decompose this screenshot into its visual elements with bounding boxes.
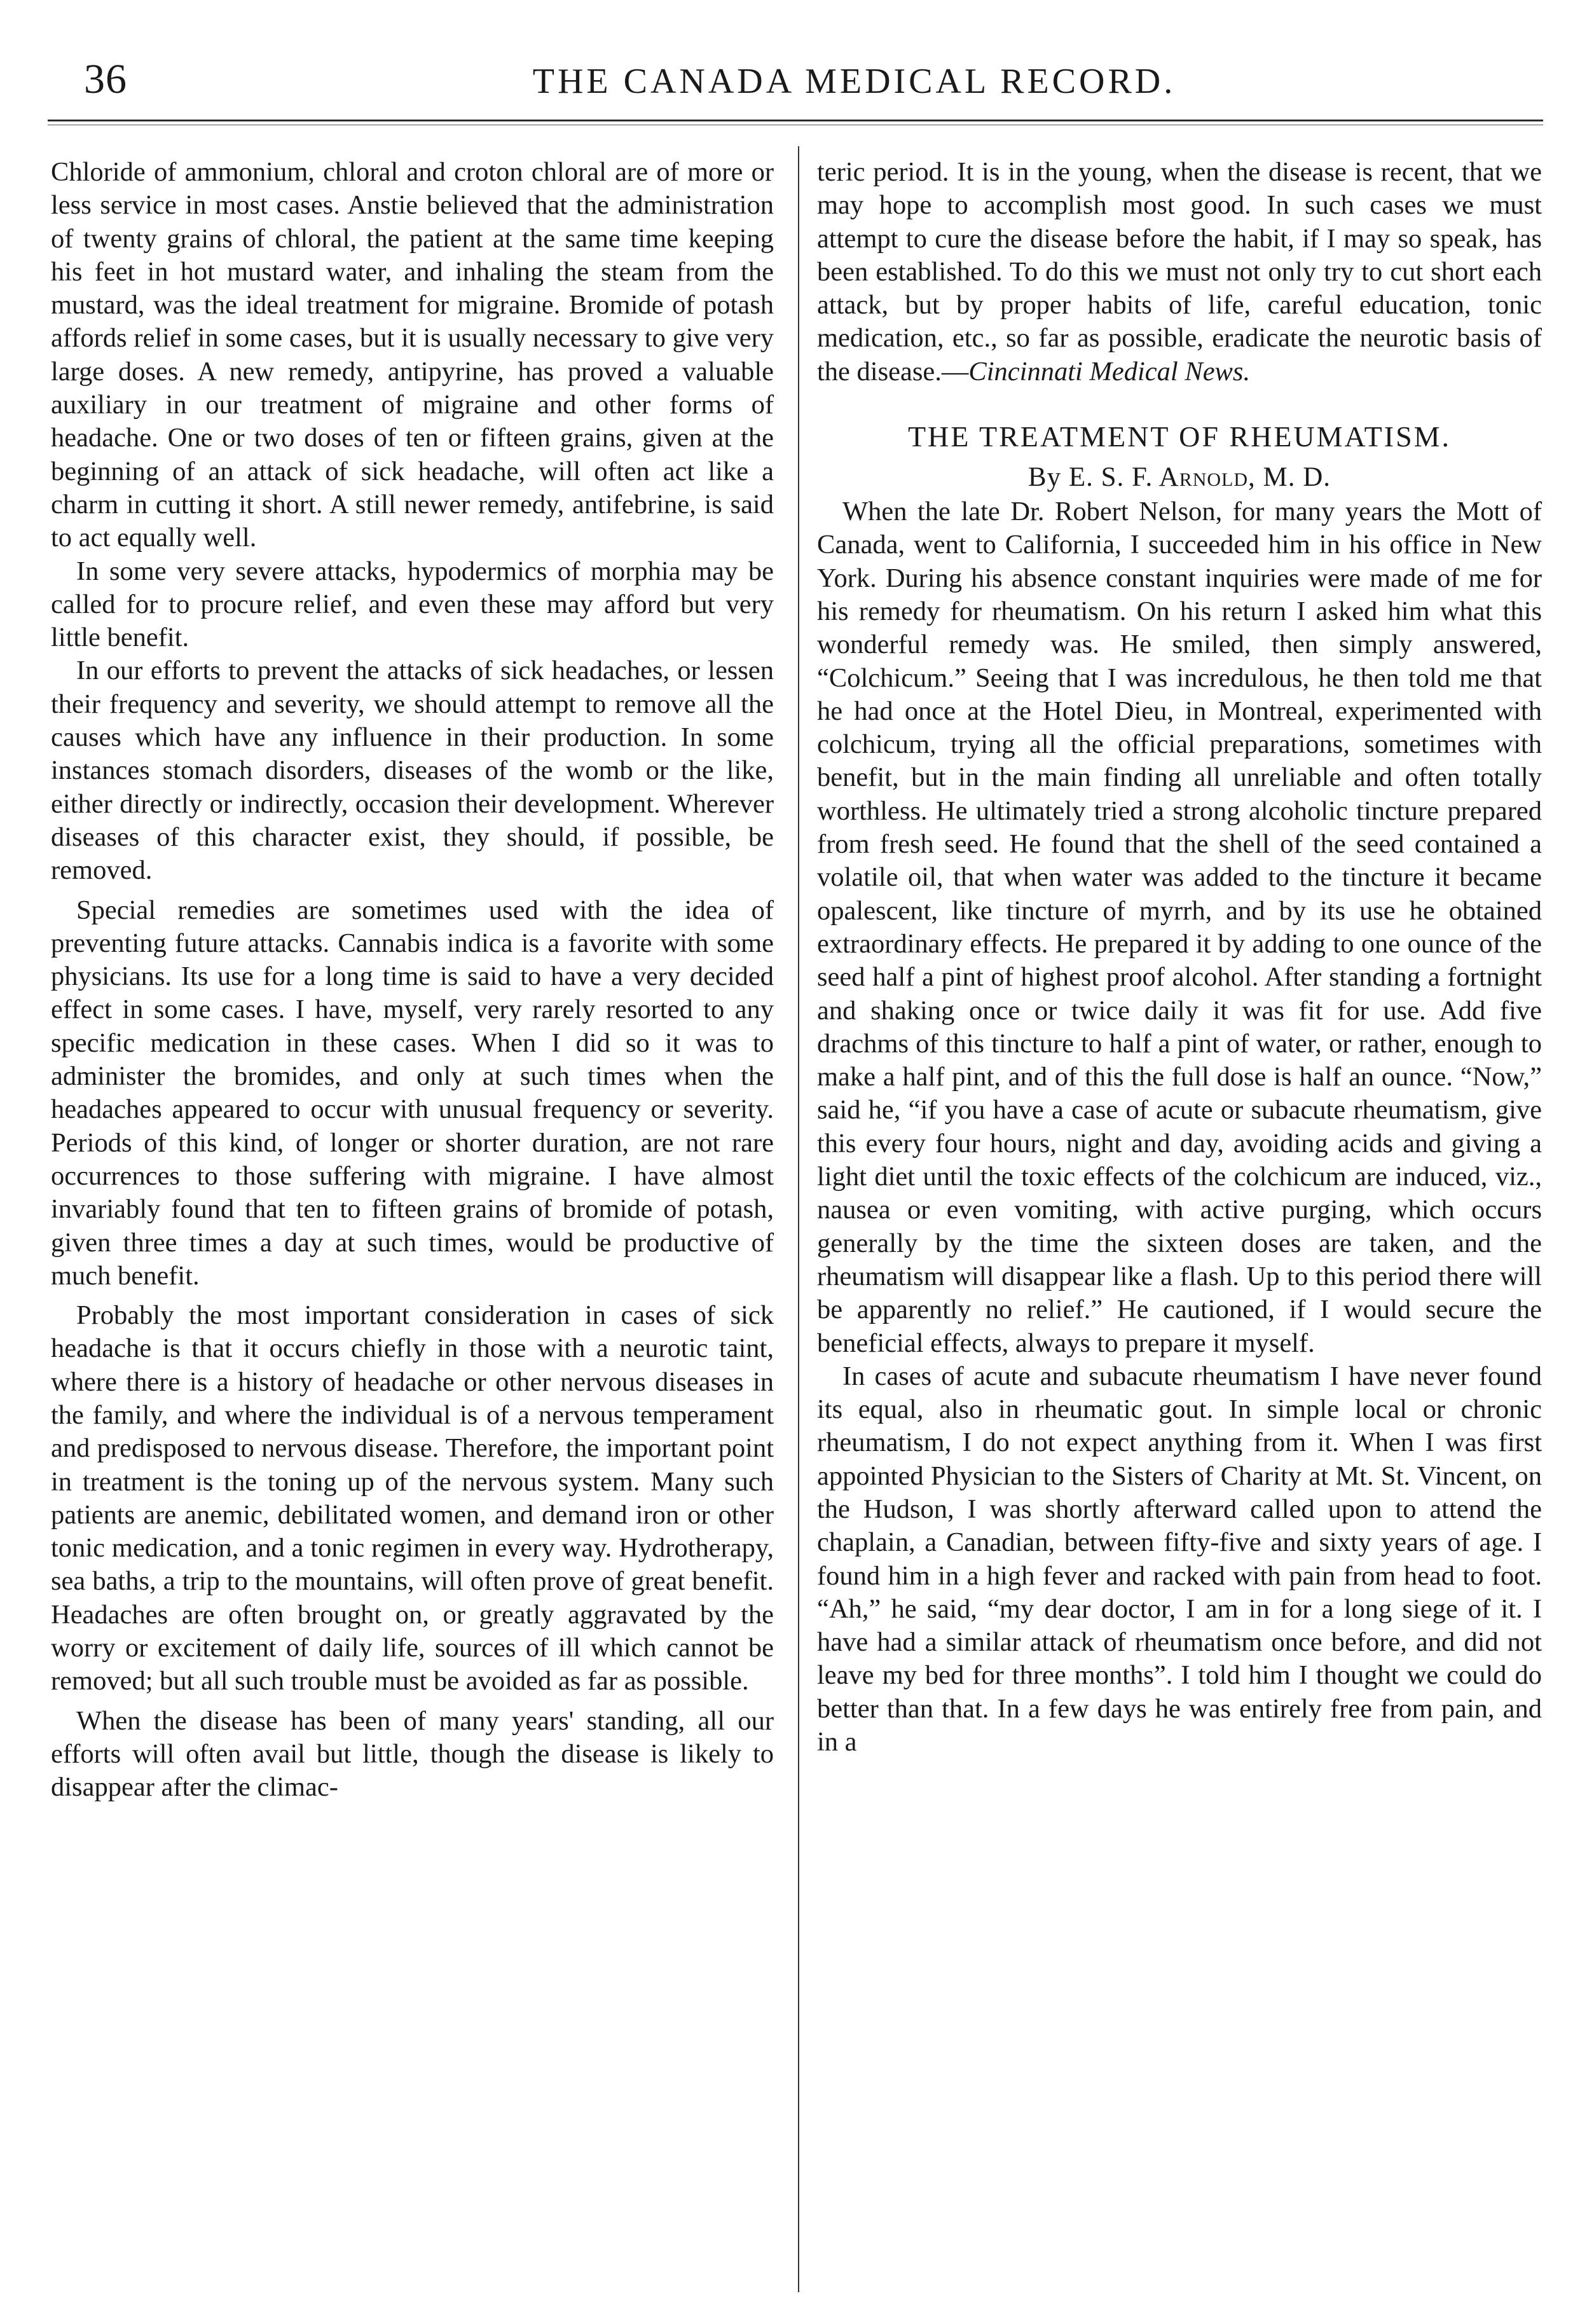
left-paragraph: Chloride of ammonium, chloral and croton chloral are of more or less service in most cases. Anstie believed that the administration of twenty grains of chloral, the patient at the same time keeping his feet in hot mustard water, and inhaling the steam from the mustard, was the ideal treatment for migraine. Bromide of potash affords relief in some cases, but it is usually necessary to give very large doses. A new remedy, antipyrine, has proved a valuable auxiliary in our treatment of migraine and other forms of headache. One or two doses of ten or fifteen grains, given at the beginning of an attack of sick headache, will often act like a charm in cutting it short. A still newer remedy, antifebrine, is said to act equally well.: [51, 157, 774, 553]
left-paragraph: In some very severe attacks, hypodermics of morphia may be called for to procure relief, and even these may afford but very little benefit.: [51, 556, 774, 653]
left-paragraph: In our efforts to prevent the attacks of sick headaches, or lessen their frequency and severity, we should attempt to remove all the causes which have any influence in their production. In some instances stomach disorders, diseases of the womb or the like, either directly or indirectly, occasion their development. Wherever diseases of this character exist, they should, if possible, be removed.: [51, 656, 774, 886]
running-head: THE CANADA MEDICAL RECORD.: [532, 62, 1176, 101]
continuation-paragraph: teric period. It is in the young, when the disease is recent, that we may hope to accomplish most good. In such cases we must attempt to cure the disease before the habit, if I may so speak, has been established. To do this we must not only try to cut short each attack, but by proper habits of life, careful education, tonic medication, etc., so far as possible, eradicate the neurotic basis of the disease.—Cincinnati Medical News.: [817, 157, 1542, 387]
left-paragraph: Special remedies are sometimes used with the idea of preventing future attacks. Cannabis indica is a favorite with some physicians. Its use for a long time is said to have a very decided effect in some cases. I have, myself, very rarely resorted to any specific medication in these cases. When I did so it was to administer the bromides, and only at such times when the headaches appeared to occur with unusual frequency or severity. Periods of this kind, of longer or shorter duration, are not rare occurrences to those suffering with migraine. I have almost invariably found that ten to fifteen grains of bromide of potash, given three times a day at such times, would be productive of much benefit.: [51, 895, 774, 1291]
source-citation: Cincinnati Medical News.: [968, 356, 1251, 387]
right-paragraph: In cases of acute and subacute rheumatism I have never found its equal, also in rheumatic gout. In simple local or chronic rheumatism, I do not expect anything from it. When I was first appointed Physician to the Sisters of Charity at Mt. St. Vincent, on the Hudson, I was shortly afterward called upon to attend the chaplain, a Canadian, between fifty-five and sixty years of age. I found him in a high fever and racked with pain from head to foot. “Ah,” he said, “my dear doctor, I am in for a long siege of it. I have had a similar attack of rheumatism once before, and did not leave my bed for three months”. I told him I thought we could do better than that. In a few days he was entirely free from pain, and in a: [817, 1361, 1542, 1757]
article-title: THE TREATMENT OF RHEUMATISM.: [907, 420, 1452, 453]
page-number: 36: [84, 56, 127, 102]
byline-author: E. S. F. Arnold, M. D.: [1068, 462, 1331, 493]
left-paragraph: Probably the most important consideration in cases of sick headache is that it occurs chiefly in those with a neurotic taint, where there is a history of headache or other nervous diseases in the family, and where the individual is of a nervous temperament and predisposed to nervous disease. Therefore, the important point in treatment is the toning up of the nervous system. Many such patients are anemic, debilitated women, and demand iron or other tonic medication, and a tonic regimen in every way. Hydrotherapy, sea baths, a trip to the mountains, will often prove of great benefit. Headaches are often brought on, or greatly aggravated by the worry or excitement of daily life, sources of ill which cannot be removed; but all such trouble must be avoided as far as possible.: [51, 1300, 774, 1696]
right-column: [817, 156, 1542, 1759]
left-column: [51, 156, 774, 1805]
byline-prefix: By: [1027, 462, 1062, 493]
right-paragraph: When the late Dr. Robert Nelson, for many years the Mott of Canada, went to California, I succeeded him in his office in New York. During his absence constant inquiries were made of me for his remedy for rheumatism. On his return I asked him what this wonderful remedy was. He smiled, then simply answered, “Colchicum.” Seeing that I was incredulous, he then told me that he had once at the Hotel Dieu, in Montreal, experimented with colchicum, trying all the official preparations, sometimes with benefit, but in the main finding all unreliable and often totally worthless. He ultimately tried a strong alcoholic tincture prepared from fresh seed. He found that the shell of the seed contained a volatile oil, that when water was added to the tincture it became opalescent, like tincture of myrrh, and by its use he obtained extraordinary effects. He prepared it by adding to one ounce of the seed half a pint of highest proof alcohol. After standing a fortnight and shaking once or twice daily it was fit for use. Add five drachms of this tincture to half a pint of water, or rather, enough to make a half pint, and of this the full dose is half an ounce. “Now,” said he, “if you have a case of acute or subacute rheumatism, give this every four hours, night and day, avoiding acids and giving a light diet until the toxic effects of the colchicum are induced, viz., nausea or even vomiting, with active purging, which occurs generally by the time the sixteen doses are taken, and the rheumatism will disappear like a flash. Up to this period there will be apparently no relief.” He cautioned, if I would secure the beneficial effects, always to prepare it myself.: [817, 497, 1542, 1358]
column-divider: [798, 146, 799, 2292]
left-paragraph: When the disease has been of many years' standing, all our efforts will often avail but little, though the disease is likely to disappear after the climac-: [51, 1705, 774, 1803]
continuation-text: teric period. It is in the young, when the disease is recent, that we may hope to accomplish most good. In such cases we must attempt to cure the disease before the habit, if I may so speak, has been established. To do this we must not only try to cut short each attack, but by proper habits of life, careful education, tonic medication, etc., so far as possible, eradicate the neurotic basis of the disease.: [817, 157, 1542, 387]
byline: [817, 460, 1542, 495]
header-rule: [48, 120, 1543, 121]
